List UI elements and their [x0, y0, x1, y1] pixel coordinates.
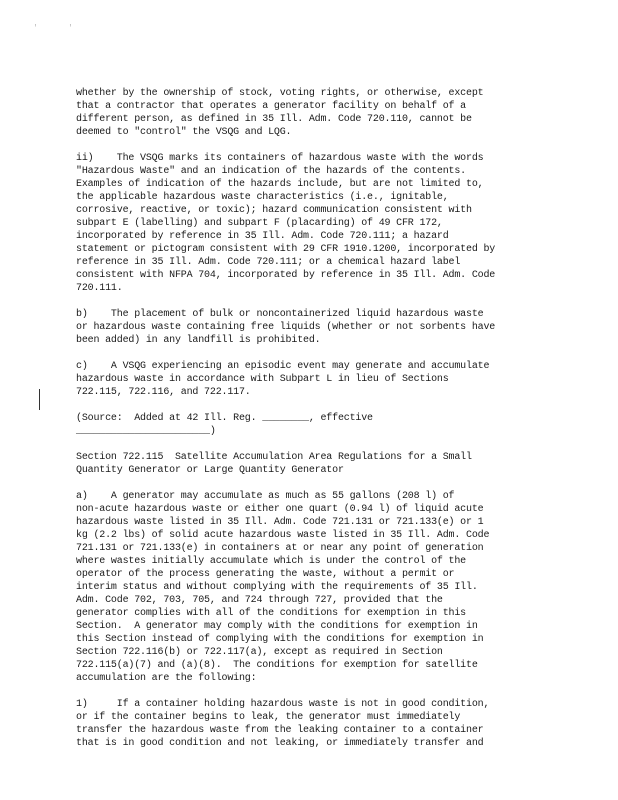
text-line: deemed to "control" the VSQG and LQG. — [76, 127, 292, 138]
text-line: reference in 35 Ill. Adm. Code 720.111; or a chemical hazard label — [76, 257, 461, 268]
paragraph-c-episodic — [76, 360, 548, 399]
text-line: or if the container begins to leak, the generator must immediately — [76, 712, 461, 723]
revision-bar — [39, 389, 40, 410]
paragraph-ii-marking — [76, 152, 548, 295]
paragraph-gap — [76, 295, 548, 308]
text-line: (Source: Added at 42 Ill. Reg. ________, effective — [76, 413, 373, 424]
text-line: interim status and without complying with the requirements of 35 Ill. — [76, 582, 478, 593]
text-line: Section 722.115 Satellite Accumulation Area Regulations for a Small — [76, 452, 472, 463]
text-line: generator complies with all of the conditions for exemption in this — [76, 608, 467, 619]
text-line: that a contractor that operates a generator facility on behalf of a — [76, 101, 467, 112]
document-page — [76, 87, 548, 750]
text-line: non-acute hazardous waste or either one quart (0.94 l) of liquid acute — [76, 504, 484, 515]
text-line: transfer the hazardous waste from the leaking container to a container — [76, 725, 484, 736]
text-line: Adm. Code 702, 703, 705, and 724 through 727, provided that the — [76, 595, 443, 606]
text-line: been added) in any landfill is prohibited. — [76, 335, 321, 346]
text-line: or hazardous waste containing free liquids (whether or not sorbents have — [76, 322, 496, 333]
corner-mark: ' — [68, 24, 73, 33]
paragraph-gap — [76, 477, 548, 490]
text-line: whether by the ownership of stock, voting rights, or otherwise, except — [76, 88, 484, 99]
corner-mark: ' — [33, 24, 38, 33]
text-line: ii) The VSQG marks its containers of hazardous waste with the words — [76, 153, 484, 164]
text-line: 721.131 or 721.133(e) in containers at or near any point of generation — [76, 543, 484, 554]
paragraph-1-container-condition — [76, 698, 548, 750]
text-line: the applicable hazardous waste characteristics (i.e., ignitable, — [76, 192, 449, 203]
paragraph-gap — [76, 438, 548, 451]
text-line: b) The placement of bulk or noncontainerized liquid hazardous waste — [76, 309, 484, 320]
paragraph-gap — [76, 347, 548, 360]
text-line: 720.111. — [76, 283, 123, 294]
text-line: Section. A generator may comply with the conditions for exemption in — [76, 621, 478, 632]
paragraph-a-accumulation — [76, 490, 548, 685]
paragraph-source-note — [76, 412, 548, 438]
paragraph-gap — [76, 139, 548, 152]
text-line: corrosive, reactive, or toxic); hazard communication consistent with — [76, 205, 472, 216]
text-line: "Hazardous Waste" and an indication of the hazards of the contents. — [76, 166, 467, 177]
paragraph-gap — [76, 685, 548, 698]
text-line: Section 722.116(b) or 722.117(a), except as required in Section — [76, 647, 443, 658]
text-line: Examples of indication of the hazards include, but are not limited to, — [76, 179, 484, 190]
paragraph-section-heading — [76, 451, 548, 477]
text-line: statement or pictogram consistent with 29 CFR 1910.1200, incorporated by — [76, 244, 496, 255]
text-line: accumulation are the following: — [76, 673, 257, 684]
paragraph-gap — [76, 399, 548, 412]
text-line: that is in good condition and not leaking, or immediately transfer and — [76, 738, 484, 749]
text-line: hazardous waste in accordance with Subpart L in lieu of Sections — [76, 374, 449, 385]
text-line: incorporated by reference in 35 Ill. Adm. Code 720.111; a hazard — [76, 231, 449, 242]
text-line: hazardous waste listed in 35 Ill. Adm. Code 721.131 or 721.133(e) or 1 — [76, 517, 484, 528]
paragraph-b-bulk-liquid — [76, 308, 548, 347]
text-line: Quantity Generator or Large Quantity Generator — [76, 465, 344, 476]
text-line: c) A VSQG experiencing an episodic event may generate and accumulate — [76, 361, 490, 372]
text-line: kg (2.2 lbs) of solid acute hazardous waste listed in 35 Ill. Adm. Code — [76, 530, 490, 541]
text-line: 722.115, 722.116, and 722.117. — [76, 387, 251, 398]
text-line: subpart E (labelling) and subpart F (placarding) of 49 CFR 172, — [76, 218, 443, 229]
text-line: 1) If a container holding hazardous waste is not in good condition, — [76, 699, 490, 710]
paragraph-control-definition-end — [76, 87, 548, 139]
text-line: a) A generator may accumulate as much as 55 gallons (208 l) of — [76, 491, 455, 502]
text-line: different person, as defined in 35 Ill. Adm. Code 720.110, cannot be — [76, 114, 472, 125]
text-line: 722.115(a)(7) and (a)(8). The conditions for exemption for satellite — [76, 660, 478, 671]
text-line: where wastes initially accumulate which is under the control of the — [76, 556, 467, 567]
text-line: _______________________) — [76, 426, 216, 437]
text-line: this Section instead of complying with the conditions for exemption in — [76, 634, 484, 645]
text-line: consistent with NFPA 704, incorporated by reference in 35 Ill. Adm. Code — [76, 270, 496, 281]
text-line: operator of the process generating the waste, without a permit or — [76, 569, 455, 580]
